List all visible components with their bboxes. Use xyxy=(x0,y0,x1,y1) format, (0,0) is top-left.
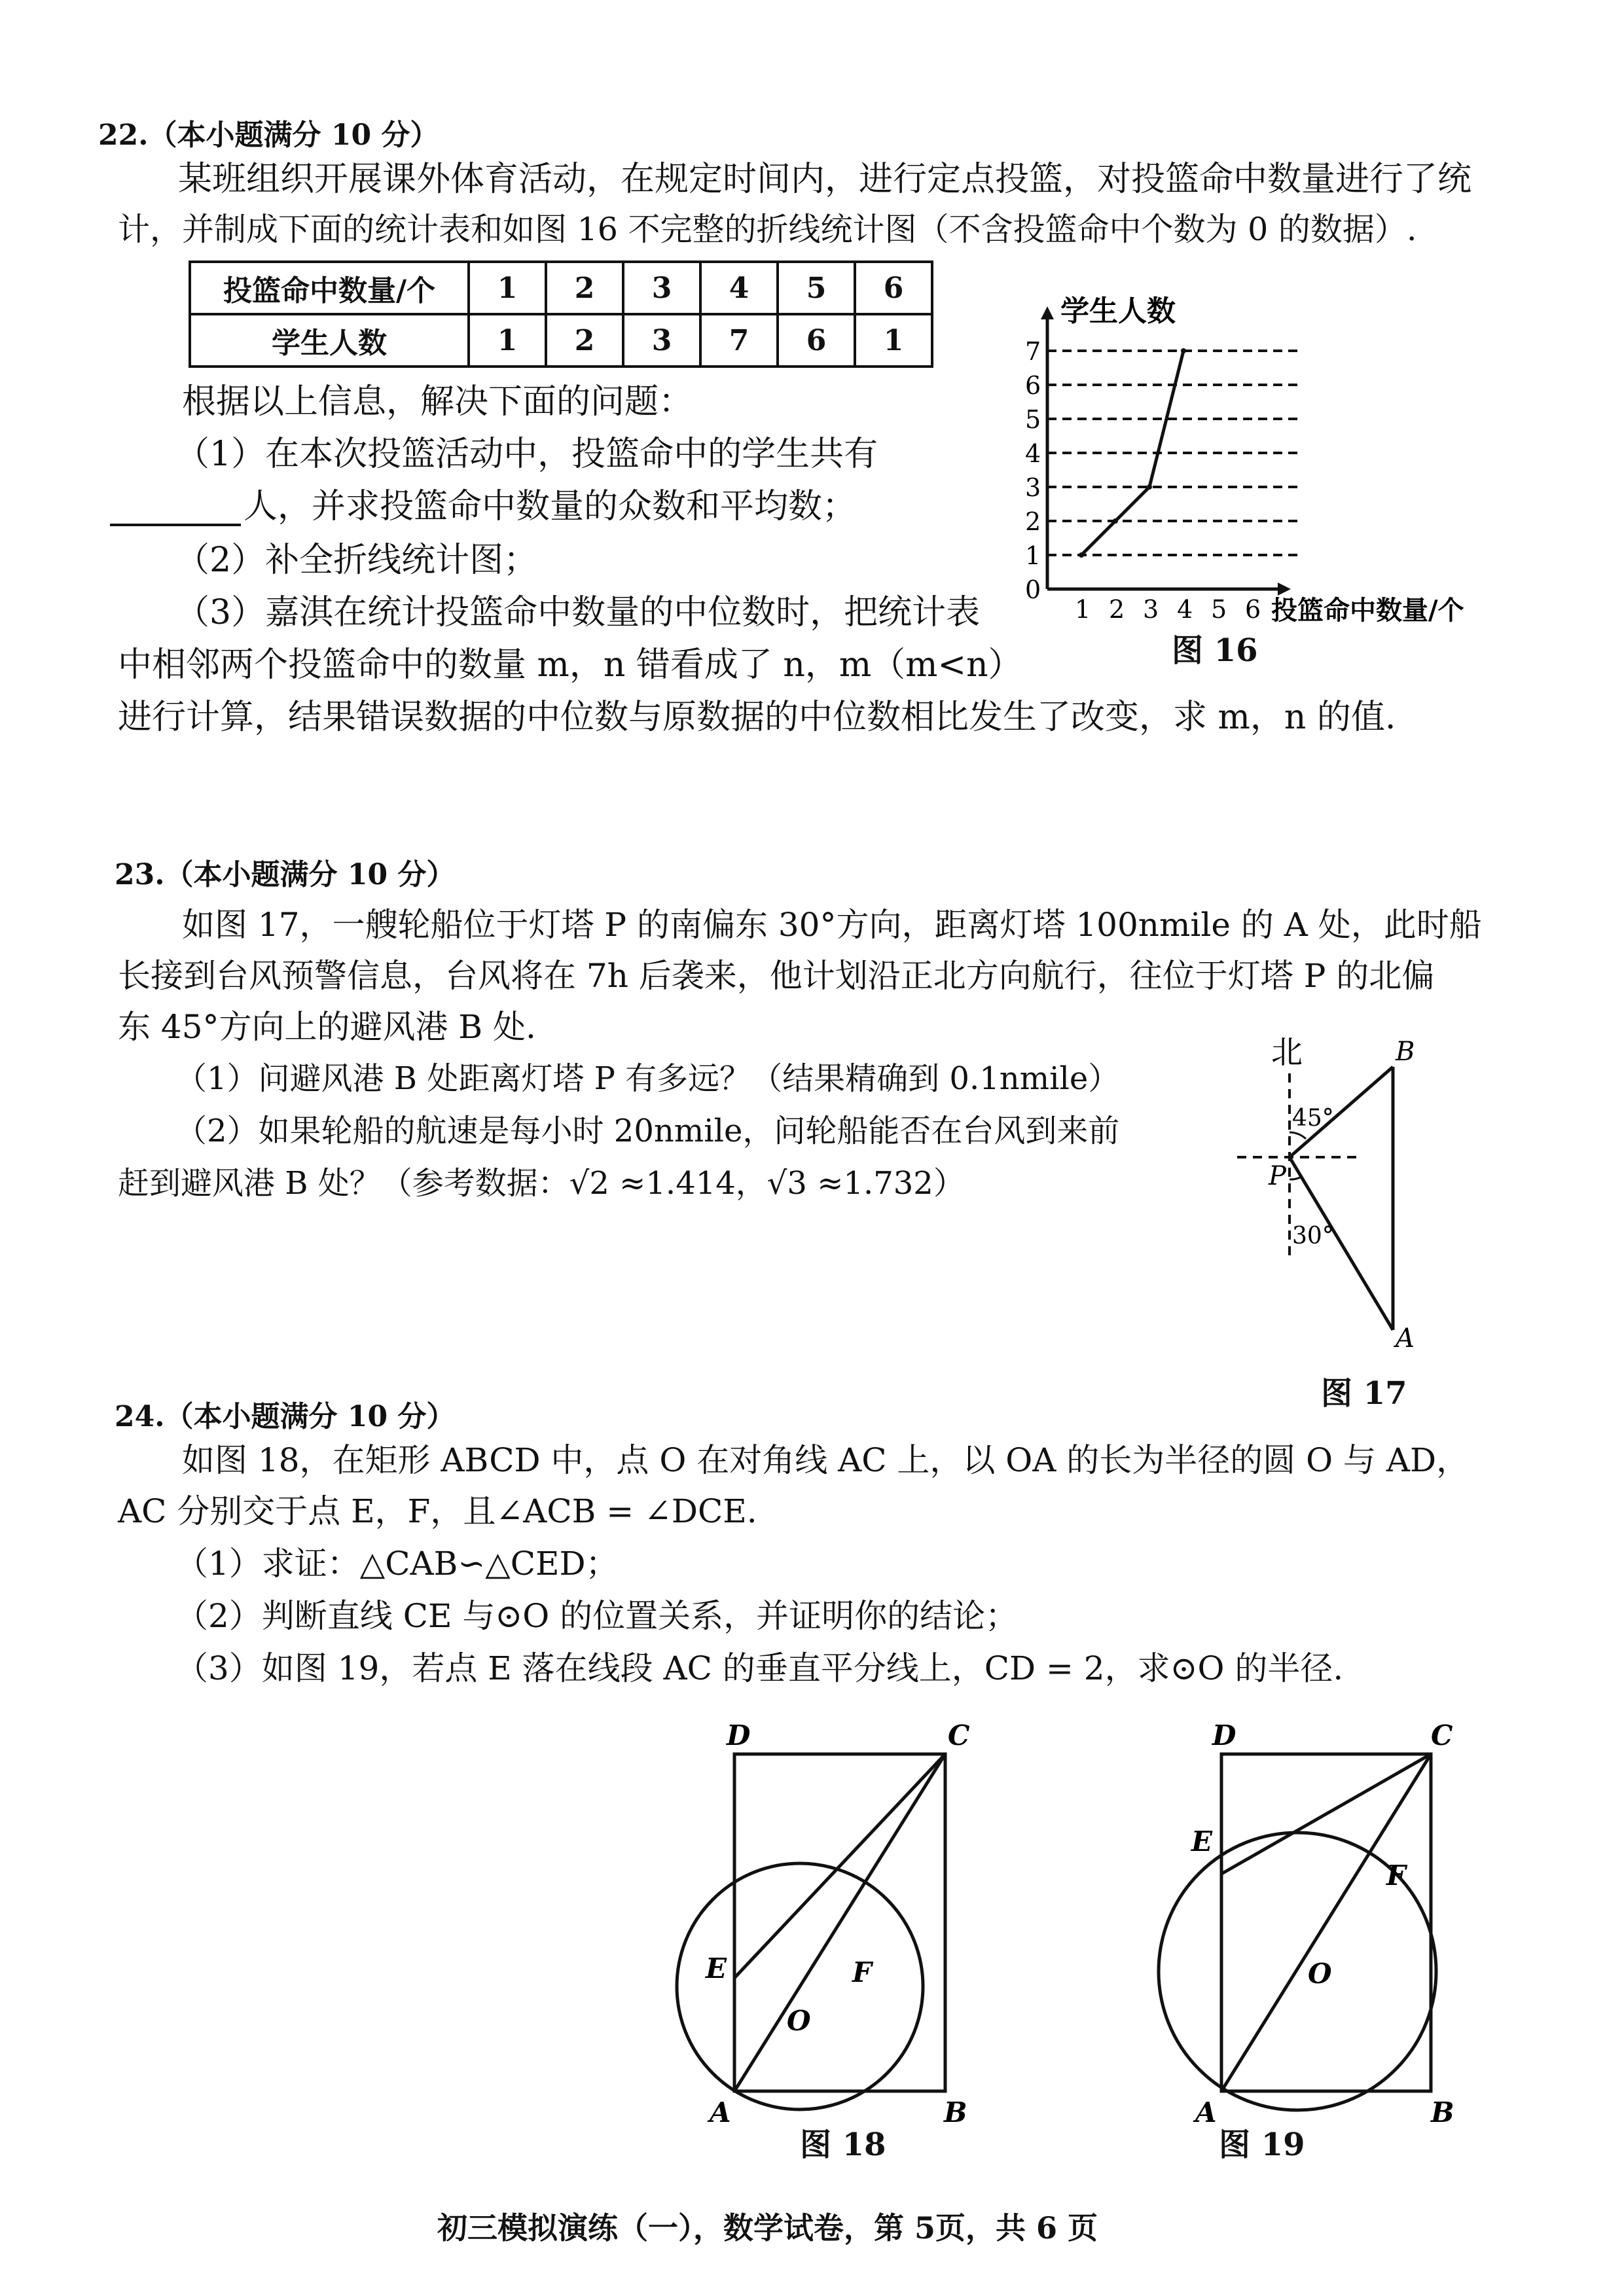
chart-y-tick-label: 2 xyxy=(1025,507,1041,536)
q24-part3: （3）如图 19，若点 E 落在线段 AC 的垂直平分线上，CD = 2，求⊙O 的半径. xyxy=(175,1649,1344,1687)
chart-x-tick-label: 6 xyxy=(1245,595,1261,624)
fig18-label-b: B xyxy=(944,2096,967,2128)
table-cell: 4 xyxy=(700,262,778,314)
fig18-diagram xyxy=(700,1721,1001,2127)
fig19-label-a: A xyxy=(1195,2096,1217,2128)
q22-part3c: 进行计算，结果错误数据的中位数与原数据的中位数相比发生了改变，求 m，n 的值. xyxy=(118,698,1396,737)
chart-y-tick-label: 3 xyxy=(1025,473,1041,502)
fig18-label-c: C xyxy=(948,1719,970,1751)
fig19-segment-ce xyxy=(1221,1754,1431,1874)
fig18-diagonal-ac xyxy=(734,1754,945,2091)
fig16-caption: 图 16 xyxy=(1172,632,1258,669)
q23-line2: 长接到台风预警信息，台风将在 7h 后袭来，他计划沿正北方向航行，往位于灯塔 P 的北偏 xyxy=(118,957,1435,995)
q22-line2: 计，并制成下面的统计表和如图 16 不完整的折线统计图（不含投篮命中个数为 0 的数据）. xyxy=(118,211,1417,248)
page-footer: 初三模拟演练（一），数学试卷，第 5页，共 6 页 xyxy=(437,2210,1098,2246)
table-header-students: 学生人数 xyxy=(190,314,469,367)
q22-part1a: （1）在本次投篮活动中，投篮命中的学生共有 xyxy=(175,435,878,474)
chart-y-tick-label: 6 xyxy=(1025,371,1041,400)
fig17-label-p: P xyxy=(1269,1161,1286,1191)
table-cell: 1 xyxy=(855,314,932,367)
fig18-label-f: F xyxy=(852,1956,872,1988)
chart-x-tick-label: 2 xyxy=(1109,595,1125,624)
q22-answer-blank xyxy=(110,524,241,526)
chart-y-tick-label: 0 xyxy=(1025,575,1041,604)
table-cell: 1 xyxy=(469,314,546,367)
chart-y-axis-arrow xyxy=(1041,306,1054,319)
fig19-label-c: C xyxy=(1431,1719,1453,1751)
fig18-label-d: D xyxy=(727,1719,751,1751)
chart-x-tick-label: 1 xyxy=(1075,595,1091,624)
q24-line2: AC 分别交于点 E，F，且∠ACB = ∠DCE. xyxy=(118,1492,757,1530)
table-header-count: 投篮命中数量/个 xyxy=(190,262,469,314)
chart-x-axis-label: 投篮命中数量/个 xyxy=(1271,595,1464,626)
fig19-label-d: D xyxy=(1212,1719,1236,1751)
chart-data-point xyxy=(1113,518,1118,524)
table-row xyxy=(190,314,932,367)
chart-data-point xyxy=(1079,552,1084,558)
q23-part1: （1）问避风港 B 处距离灯塔 P 有多远？（结果精确到 0.1nmile） xyxy=(175,1060,1120,1097)
table-cell: 6 xyxy=(778,314,855,367)
fig17-label-north: 北 xyxy=(1271,1034,1303,1071)
fig19-caption: 图 19 xyxy=(1219,2126,1305,2163)
fig16-line-chart xyxy=(1008,281,1506,648)
q24-part2: （2）判断直线 CE 与⊙O 的位置关系，并证明你的结论； xyxy=(175,1597,1019,1635)
chart-y-axis-label: 学生人数 xyxy=(1060,295,1176,328)
q22-part3b: 中相邻两个投篮命中的数量 m，n 错看成了 n，m（m<n） xyxy=(118,645,1022,685)
table-cell: 2 xyxy=(546,262,623,314)
q23-line3: 东 45°方向上的避风港 B 处. xyxy=(118,1008,536,1046)
q23-heading: 23.（本小题满分 10 分） xyxy=(115,858,456,891)
chart-x-tick-label: 4 xyxy=(1177,595,1193,624)
q24-heading: 24.（本小题满分 10 分） xyxy=(115,1400,456,1433)
q22-intro: 根据以上信息，解决下面的问题： xyxy=(182,382,693,422)
table-cell: 5 xyxy=(778,262,855,314)
chart-y-tick-label: 4 xyxy=(1025,439,1041,468)
table-cell: 3 xyxy=(623,262,700,314)
q22-part2: （2）补全折线统计图； xyxy=(175,541,538,580)
q23-part2b: 赶到避风港 B 处？（参考数据：√2 ≈1.414，√3 ≈1.732） xyxy=(118,1165,965,1202)
fig18-caption: 图 18 xyxy=(800,2126,886,2163)
fig17-label-b: B xyxy=(1396,1037,1415,1067)
chart-y-tick-label: 7 xyxy=(1025,337,1041,366)
fig19-label-b: B xyxy=(1431,2096,1454,2128)
fig19-label-f: F xyxy=(1386,1859,1406,1892)
table-row xyxy=(190,262,932,314)
fig17-arc-30 xyxy=(1290,1177,1301,1179)
fig17-diagram xyxy=(1224,1028,1447,1368)
fig18-label-e: E xyxy=(706,1952,727,1984)
table-cell: 1 xyxy=(469,262,546,314)
q23-line1: 如图 17，一艘轮船位于灯塔 P 的南偏东 30°方向，距离灯塔 100nmile 的 A 处，此时船 xyxy=(182,906,1482,944)
fig17-caption: 图 17 xyxy=(1321,1375,1407,1412)
chart-x-axis-arrow xyxy=(1278,583,1291,596)
table-cell: 2 xyxy=(546,314,623,367)
table-cell: 6 xyxy=(855,262,932,314)
q22-part1b: 人，并求投篮命中数量的众数和平均数； xyxy=(244,487,857,526)
q22-part3a: （3）嘉淇在统计投篮命中数量的中位数时，把统计表 xyxy=(175,593,981,632)
table-cell: 7 xyxy=(700,314,778,367)
q24-line1: 如图 18，在矩形 ABCD 中，点 O 在对角线 AC 上，以 OA 的长为半径的圆 O 与 AD， xyxy=(182,1441,1470,1479)
fig18-segment-ce xyxy=(734,1754,945,1978)
fig17-angle-30: 30° xyxy=(1292,1223,1334,1249)
q22-line1: 某班组织开展课外体育活动，在规定时间内，进行定点投篮，对投篮命中数量进行了统 xyxy=(178,160,1472,199)
fig18-label-o: O xyxy=(787,2005,811,2037)
q22-heading: 22.（本小题满分 10 分） xyxy=(98,118,439,152)
fig18-label-a: A xyxy=(710,2096,731,2128)
chart-y-tick-label: 1 xyxy=(1025,541,1041,570)
fig19-label-e: E xyxy=(1191,1825,1213,1857)
chart-data-point xyxy=(1147,484,1152,490)
q23-part2a: （2）如果轮船的航速是每小时 20nmile，问轮船能否在台风到来前 xyxy=(175,1113,1120,1149)
fig19-diagonal-ac xyxy=(1221,1754,1431,2091)
fig17-label-a: A xyxy=(1396,1323,1415,1354)
fig17-angle-45: 45° xyxy=(1292,1105,1334,1132)
fig19-label-o: O xyxy=(1308,1958,1332,1990)
table-cell: 3 xyxy=(623,314,700,367)
chart-data-point xyxy=(1181,348,1186,353)
q24-part1: （1）求证：△CAB∽△CED； xyxy=(175,1545,619,1583)
chart-x-tick-label: 3 xyxy=(1143,595,1159,624)
fig19-diagram xyxy=(1172,1721,1473,2127)
chart-y-tick-label: 5 xyxy=(1025,405,1041,434)
chart-x-tick-label: 5 xyxy=(1211,595,1227,624)
q22-stats-table xyxy=(189,260,933,368)
fig17-arc-45 xyxy=(1290,1132,1306,1139)
